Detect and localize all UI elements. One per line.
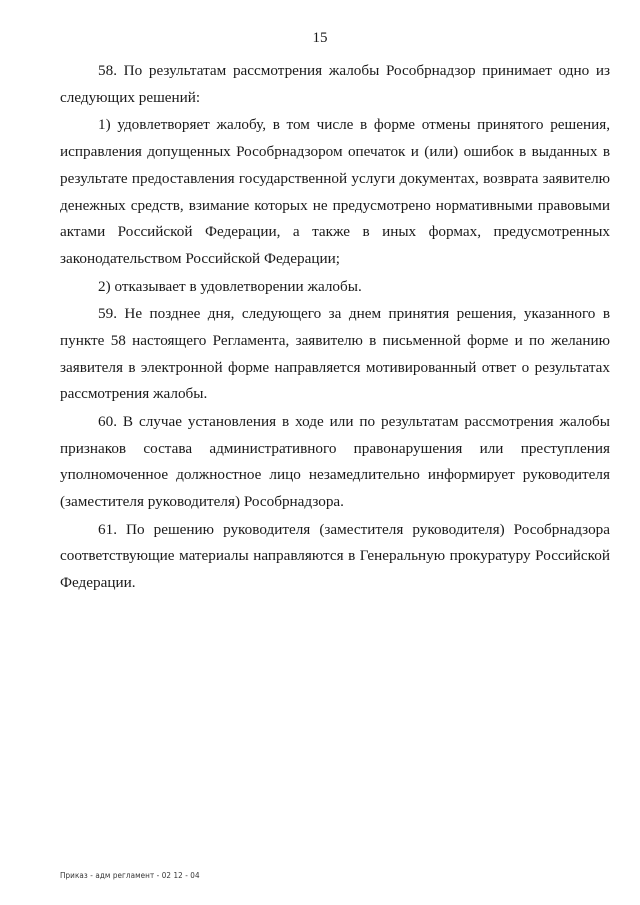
paragraph-60: 60. В случае установления в ходе или по результатам рассмотрения жалобы признаков состава административного правонарушения или преступления уполномоченное должностное лицо незамедлительно информирует руководителя (заместителя руководителя) Рособрнадзора.: [60, 412, 610, 511]
page-number: 15: [312, 30, 328, 46]
paragraph-58: 58. По результатам рассмотрения жалобы Рособрнадзор принимает одно из следующих решений:: [60, 62, 610, 106]
paragraph-61: 61. По решению руководителя (заместителя руководителя) Рособрнадзора соответствующие материалы направляются в Генеральную прокуратуру Российской Федерации.: [60, 520, 610, 592]
document-body: [60, 58, 610, 598]
paragraph-59: 59. Не позднее дня, следующего за днем принятия решения, указанного в пункте 58 настоящего Регламента, заявителю в письменной форме и по желанию заявителя в электронной форме направляется мотивированный ответ о результатах рассмотрения жалобы.: [60, 304, 610, 403]
paragraph-58-item-1: 1) удовлетворяет жалобу, в том числе в форме отмены принятого решения, исправления допущенных Рособрнадзором опечаток и (или) ошибок в выданных в результате предоставления государственной услуги документах, возврата заявителю денежных средств, взимание которых не предусмотрено нормативными правовыми актами Российской Федерации, а также в иных формах, предусмотренных законодательством Российской Федерации;: [60, 116, 610, 268]
paragraph-58-item-2: 2) отказывает в удовлетворении жалобы.: [98, 277, 362, 295]
document-footer: Приказ - адм регламент - 02 12 - 04: [60, 871, 200, 880]
